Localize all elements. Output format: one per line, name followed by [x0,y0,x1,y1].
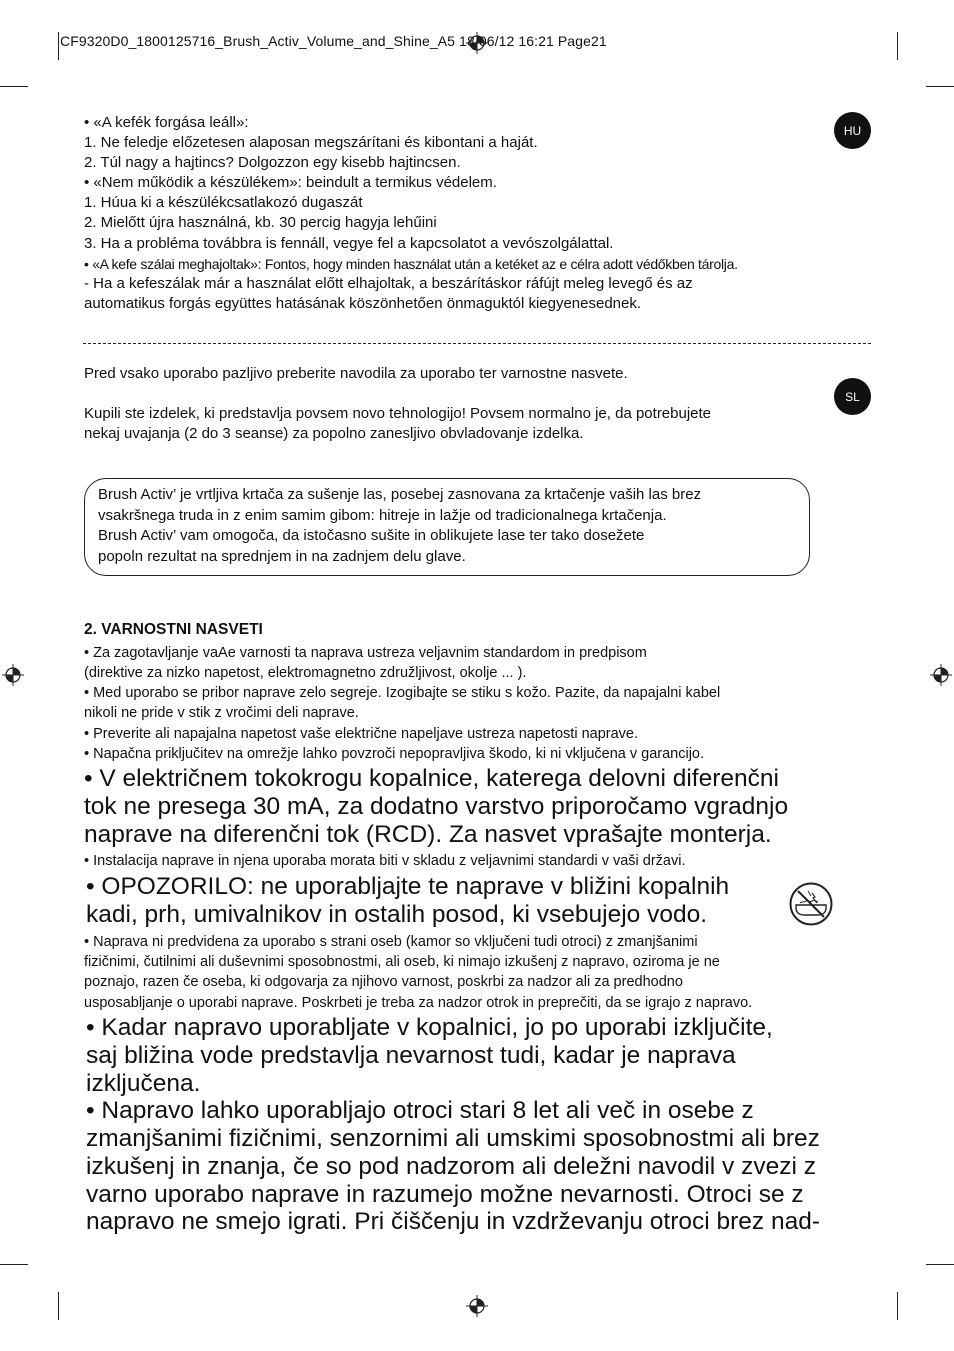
registration-mark-icon [466,1295,488,1317]
crop-mark [926,86,954,87]
box-line: Brush Activ’ je vrtljiva krtača za sušenje las, posebej zasnovana za krtačenje vaših las brez [98,486,702,503]
registration-mark-icon [930,664,952,686]
crop-mark [0,1264,28,1265]
safety-line: • Preverite ali napajalna napetost vaše električne napeljave ustreza napetosti naprave. [84,726,639,742]
unplug-notice: saj bližina vode predstavlja nevarnost tudi, kadar je naprava [86,1042,736,1069]
language-badge-sl: SL [834,378,871,415]
children-notice: • Napravo lahko uporabljajo otroci stari 8 let ali več in osebe z [86,1097,754,1124]
crop-mark [926,1264,954,1265]
crop-mark [897,32,898,60]
hu-line: • «A kefék forgása leáll»: [84,114,249,131]
unplug-notice: izključena. [86,1070,201,1097]
box-line: Brush Activ’ vam omogoča, da istočasno sušite in oblikujete lase ter tako dosežete [98,527,645,544]
section-divider [83,343,871,344]
crop-mark [0,86,28,87]
install-notice: • Instalacija naprave in njena uporaba morata biti v skladu z veljavnimi standardi v vaši državi. [84,853,686,869]
rcd-notice: naprave na diferenčni tok (RCD). Za nasvet vprašajte monterja. [84,821,772,848]
sl-intro: Kupili ste izdelek, ki predstavlja povsem novo tehnologijo! Povsem normalno je, da potrebujete [84,405,712,422]
children-notice: varno uporabo naprave in razumejo možne nevarnosti. Otroci se z [86,1181,804,1208]
safety-line: • Napačna priključitev na omrežje lahko povzroči nepopravljiva škodo, ki ni vključena v garancijo. [84,746,705,762]
safety-line: (direktive za nizko napetost, elektromagnetno združljivost, okolje ... ). [84,665,527,681]
hu-line: - Ha a kefeszálak már a használat előtt elhajoltak, a beszárításkor ráfújt meleg levegő és az [84,275,693,292]
box-line: popoln rezultat na sprednjem in na zadnjem delu glave. [98,548,466,565]
hu-line: 1. Húua ki a készülékcsatlakozó dugaszát [84,194,363,211]
persons-line: fizičnimi, čutilnimi ali duševnimi sposobnostmi, ali oseb, ki nimajo izkušenj z napravo, oziroma je ne [84,954,720,970]
hu-line: 2. Mielőtt újra használná, kb. 30 percig hagyja lehűini [84,214,437,231]
no-bathtub-warning-icon [788,881,834,927]
hu-line: 3. Ha a probléma továbbra is fennáll, vegye fel a kapcsolatot a vevószolgálattal. [84,235,614,252]
language-badge-hu: HU [834,112,871,149]
crop-mark [58,32,59,60]
warning-notice: kadi, prh, umivalnikov in ostalih posod, ki vsebujejo vodo. [86,901,708,928]
persons-line: usposabljanje o uporabi naprave. Poskrbeti je treba za nadzor otrok in preprečiti, da se igrajo z napravo. [84,995,753,1011]
safety-line: nikoli ne pride v stik z vročimi deli naprave. [84,705,359,721]
safety-line: • Med uporabo se pribor naprave zelo segreje. Izogibajte se stiku s kožo. Pazite, da napajalni kabel [84,685,721,701]
persons-line: • Naprava ni predvidena za uporabo s strani oseb (kamor so vključeni tudi otroci) z zmanjšanimi [84,934,698,950]
warning-notice: • OPOZORILO: ne uporabljajte te naprave v bližini kopalnih [86,873,730,900]
persons-line: poznajo, razen če oseba, ki odgovarja za njihovo varnost, poskrbi za nadzor ali za predhodno [84,974,683,990]
children-notice: napravo ne smejo igrati. Pri čiščenju in vzdrževanju otroci brez nad- [86,1208,820,1235]
registration-mark-icon [2,664,24,686]
sl-intro: nekaj uvajanja (2 do 3 seanse) za popolno zanesljivo obvladovanje izdelka. [84,425,584,442]
hu-line: 1. Ne feledje előzetesen alaposan megszárítani és kibontani a haját. [84,134,538,151]
safety-line: • Za zagotavljanje vaAe varnosti ta naprava ustreza veljavnim standardom in predpisom [84,645,647,661]
unplug-notice: • Kadar napravo uporabljate v kopalnici, jo po uporabi izključite, [86,1014,773,1041]
hu-line: 2. Túl nagy a hajtincs? Dolgozzon egy kisebb hajtincsen. [84,154,461,171]
product-description-box [84,478,810,576]
print-slug: CF9320D0_1800125716_Brush_Activ_Volume_and_Shine_A5 18/06/12 16:21 Page21 [60,33,607,49]
rcd-notice: tok ne presega 30 mA, za dodatno varstvo priporočamo vgradnjo [84,793,789,820]
crop-mark [897,1292,898,1320]
hu-line: • «A kefe szálai meghajoltak»: Fontos, hogy minden használat után a ketéket az e célra adott védőkben tárolja. [84,256,738,272]
sl-intro: Pred vsako uporabo pazljivo preberite navodila za uporabo ter varnostne nasvete. [84,365,628,382]
hu-line: • «Nem működik a készülékem»: beindult a termikus védelem. [84,174,497,191]
rcd-notice: • V električnem tokokrogu kopalnice, katerega delovni diferenčni [84,765,779,792]
box-line: vsakršnega truda in z enim samim gibom: hitreje in lažje od tradicionalnega krtačenja. [98,507,667,524]
crop-mark [58,1292,59,1320]
children-notice: izkušenj in znanja, če so pod nadzorom ali deležni navodil v zvezi z [86,1153,816,1180]
children-notice: zmanjšanimi fizičnimi, senzornimi ali umskimi sposobnostmi ali brez [86,1125,820,1152]
section-heading: 2. VARNOSTNI NASVETI [84,621,263,638]
hu-line: automatikus forgás együttes hatásának köszönhetően önmaguktól kiegyenesednek. [84,295,642,312]
